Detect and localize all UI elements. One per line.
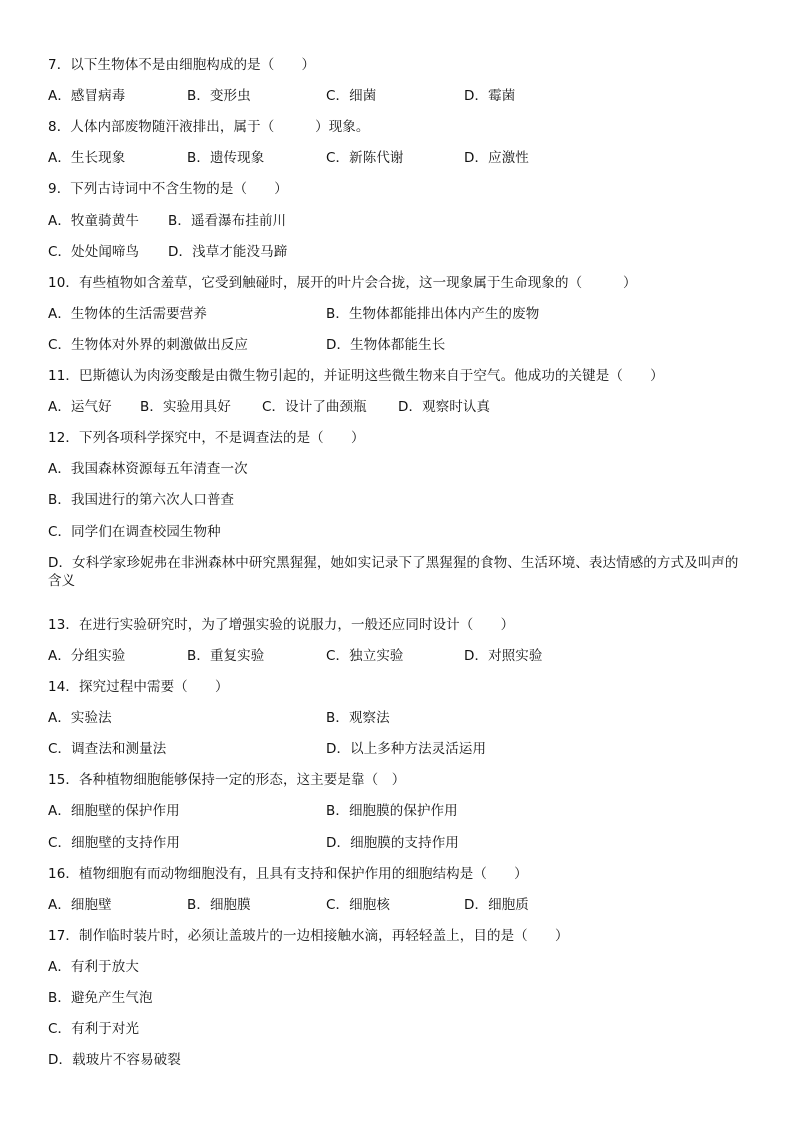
question-13-option-b: B．重复实验 [187, 648, 265, 664]
question-12-option-a: A．我国森林资源每五年清查一次 [48, 461, 248, 477]
question-7-option-b: B．变形虫 [187, 88, 251, 104]
question-7-stem: 7．以下生物体不是由细胞构成的是（ ） [48, 57, 316, 73]
question-8-option-c: C．新陈代谢 [326, 150, 404, 166]
question-11-option-c: C．设计了曲颈瓶 [262, 399, 367, 415]
question-11-stem: 11．巴斯德认为肉汤变酸是由微生物引起的，并证明这些微生物来自于空气。他成功的关键是（ ） [48, 368, 664, 384]
question-7-option-d: D．霉菌 [464, 88, 516, 104]
question-16-option-c: C．细胞核 [326, 897, 390, 913]
question-9-option-d: D．浅草才能没马蹄 [168, 244, 288, 260]
question-17-option-d: D．载玻片不容易破裂 [48, 1052, 181, 1068]
question-15-option-c: C．细胞壁的支持作用 [48, 835, 180, 851]
question-13-option-c: C．独立实验 [326, 648, 404, 664]
question-9-option-a: A．牧童骑黄牛 [48, 213, 139, 229]
question-17-option-a: A．有利于放大 [48, 959, 139, 975]
question-7-option-c: C．细菌 [326, 88, 377, 104]
question-11-option-d: D．观察时认真 [398, 399, 491, 415]
question-13-option-a: A．分组实验 [48, 648, 126, 664]
question-7-option-a: A．感冒病毒 [48, 88, 126, 104]
question-12-option-c: C．同学们在调查校园生物种 [48, 524, 221, 540]
question-8-option-d: D．应激性 [464, 150, 529, 166]
question-10-option-c: C．生物体对外界的刺激做出反应 [48, 337, 248, 353]
question-13-option-d: D．对照实验 [464, 648, 543, 664]
question-10-option-a: A．生物体的生活需要营养 [48, 306, 207, 322]
question-9-option-c: C．处处闻啼鸟 [48, 244, 140, 260]
question-9-option-b: B．遥看瀑布挂前川 [168, 213, 287, 229]
question-10-option-d: D．生物体都能生长 [326, 337, 446, 353]
question-16-option-d: D．细胞质 [464, 897, 529, 913]
question-16-option-a: A．细胞壁 [48, 897, 112, 913]
question-13-stem: 13．在进行实验研究时，为了增强实验的说服力，一般还应同时设计（ ） [48, 617, 515, 633]
question-14-option-b: B．观察法 [326, 710, 390, 726]
question-15-stem: 15．各种植物细胞能够保持一定的形态，这主要是靠（ ） [48, 772, 406, 788]
question-8-stem: 8．人体内部废物随汗液排出，属于（ ）现象。 [48, 119, 370, 135]
question-14-stem: 14．探究过程中需要（ ） [48, 679, 229, 695]
question-16-stem: 16．植物细胞有而动物细胞没有，且具有支持和保护作用的细胞结构是（ ） [48, 866, 528, 882]
question-11-option-b: B．实验用具好 [140, 399, 231, 415]
question-10-option-b: B．生物体都能排出体内产生的废物 [326, 306, 540, 322]
question-8-option-a: A．生长现象 [48, 150, 126, 166]
question-17-option-b: B．避免产生气泡 [48, 990, 153, 1006]
question-12-stem: 12．下列各项科学探究中，不是调查法的是（ ） [48, 430, 365, 446]
question-14-option-d: D．以上多种方法灵活运用 [326, 741, 487, 757]
question-17-stem: 17．制作临时装片时，必须让盖玻片的一边相接触水滴，再轻轻盖上，目的是（ ） [48, 928, 569, 944]
question-14-option-a: A．实验法 [48, 710, 112, 726]
question-15-option-a: A．细胞壁的保护作用 [48, 803, 180, 819]
question-17-option-c: C．有利于对光 [48, 1021, 140, 1037]
question-12-option-d: D．女科学家珍妮弗在非洲森林中研究黑猩猩，她如实记录下了黑猩猩的食物、生活环境、表达情感的方式及叫声的含义 [48, 555, 739, 589]
question-8-option-b: B．遗传现象 [187, 150, 265, 166]
question-10-stem: 10．有些植物如含羞草，它受到触碰时，展开的叶片会合拢，这一现象属于生命现象的（ ） [48, 275, 637, 291]
question-15-option-d: D．细胞膜的支持作用 [326, 835, 459, 851]
question-12-option-b: B．我国进行的第六次人口普查 [48, 492, 235, 508]
question-15-option-b: B．细胞膜的保护作用 [326, 803, 458, 819]
question-9-stem: 9．下列古诗词中不含生物的是（ ） [48, 181, 288, 197]
question-16-option-b: B．细胞膜 [187, 897, 251, 913]
question-11-option-a: A．运气好 [48, 399, 112, 415]
question-14-option-c: C．调查法和测量法 [48, 741, 167, 757]
